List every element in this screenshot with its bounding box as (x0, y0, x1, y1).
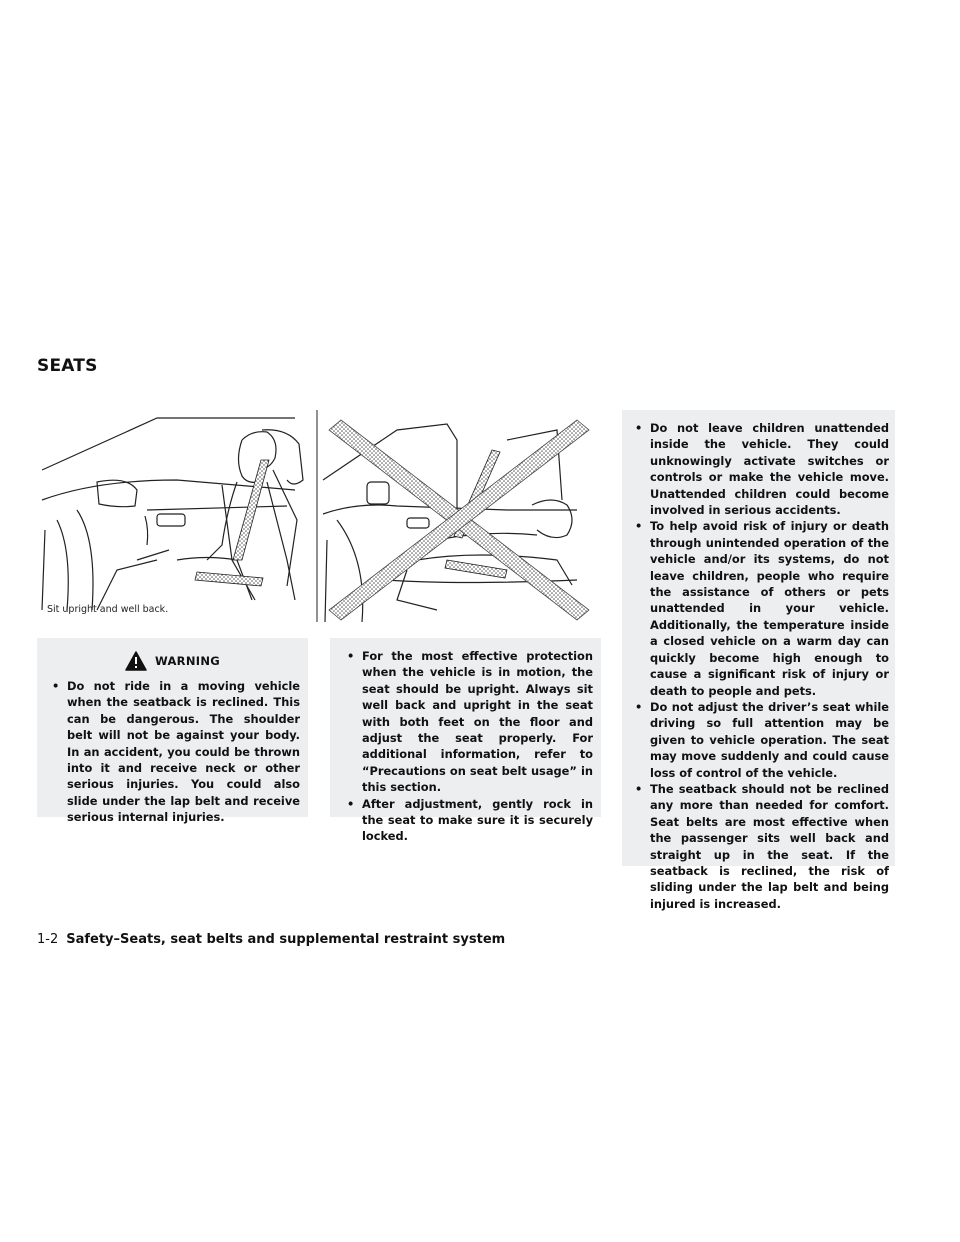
middle-list (340, 648, 593, 845)
warning-panel (37, 638, 308, 825)
right-item: • Do not leave children unattended inside the vehicle. They could unknowingly activate switches or controls or make the vehicle move. Unattended children could become involved in serious accidents. (628, 420, 889, 518)
warning-triangle-icon (125, 651, 147, 671)
correct-posture-belt (195, 460, 269, 586)
incorrect-cross-mark (329, 420, 589, 620)
right-list (628, 420, 889, 912)
page-footer (37, 932, 505, 947)
right-item: • The seatback should not be reclined any more than needed for comfort. Seat belts are most effective when the passenger sits well back and straight up in the seat. If the seatback is reclined, the risk of sliding under the lap belt and being injured is increased. (628, 781, 889, 912)
section-title: SEATS (37, 356, 98, 376)
middle-panel (330, 638, 601, 844)
page-number: 1-2 (37, 932, 59, 947)
warning-header (45, 648, 300, 674)
warning-item: • Do not ride in a moving vehicle when the seatback is reclined. This can be dangerous. The shoulder belt will not be against your body. In an accident, you could be thrown into it and receive neck or other serious injuries. You could also slide under the lap belt and receive serious internal injuries. (45, 678, 300, 826)
right-item: • To help avoid risk of injury or death through unintended operation of the vehicle and/or its systems, do not leave children, people who require the assistance of others or pets unattended in your vehicle. Additionally, the temperature inside a closed vehicle on a warm day can quickly become high enough to cause a significant risk of injury or death to people and pets. (628, 518, 889, 698)
right-item: • Do not adjust the driver’s seat while driving so full attention may be given to vehicle operation. The seat may move suddenly and could cause loss of control of the vehicle. (628, 699, 889, 781)
chapter-title: Safety–Seats, seat belts and supplemental restraint system (66, 932, 506, 947)
warning-list (45, 678, 300, 826)
warning-title: WARNING (155, 654, 220, 668)
middle-item: • For the most effective protection when the vehicle is in motion, the seat should be upright. Always sit well back and upright in the seat with both feet on the floor and adjust the seat properly. For additional information, refer to “Precautions on seat belt usage” in this section. (340, 648, 593, 796)
right-panel (622, 410, 895, 911)
figure-caption: Sit upright and well back. (47, 604, 169, 615)
seating-illustration (37, 410, 603, 622)
middle-item: • After adjustment, gently rock in the seat to make sure it is securely locked. (340, 796, 593, 845)
correct-posture-drawing (42, 418, 303, 610)
